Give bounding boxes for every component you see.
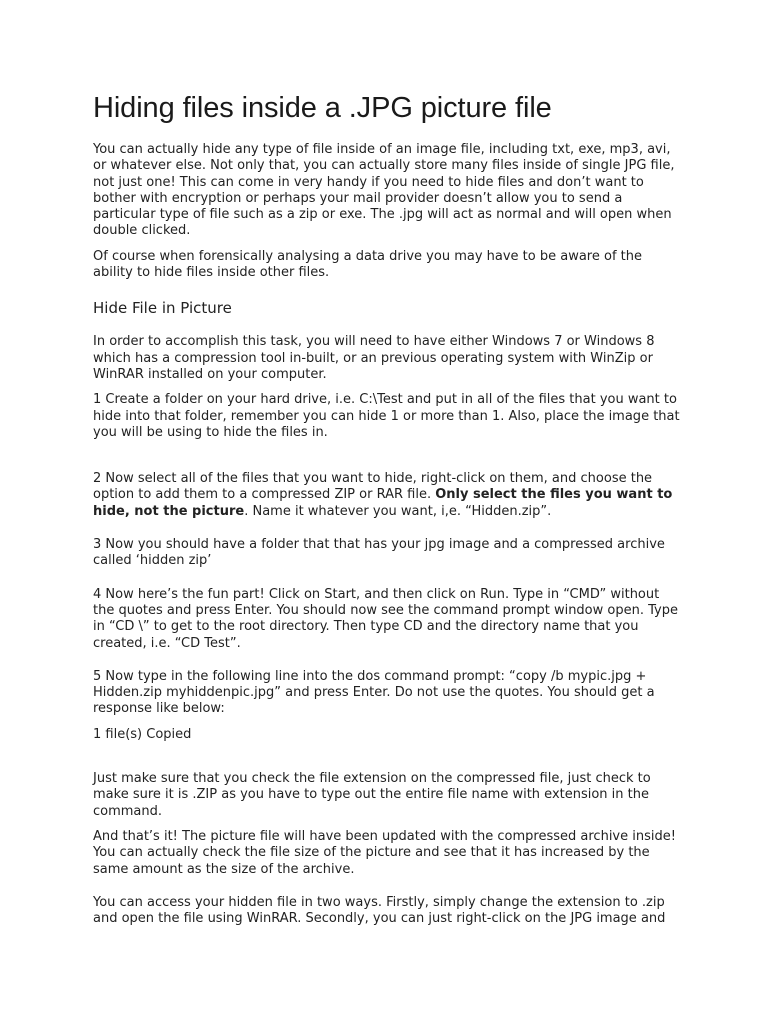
step-1-paragraph: 1 Create a folder on your hard drive, i.e. C:\Test and put in all of the files that you want to hide into that folder, remember you can hide 1 or more than 1. Also, place the image that you will be using to hide the files in. bbox=[93, 392, 680, 440]
step-4-paragraph: 4 Now here’s the fun part! Click on Start, and then click on Run. Type in “CMD” without the quotes and press Enter. You should now see the command prompt window open. Type in “CD \” to get to the root directory. Then type CD and the directory name that you created, i.e. “CD Test”. bbox=[93, 586, 678, 651]
step-2-text-b: . Name it whatever you want, i,e. “Hidden.zip”. bbox=[244, 503, 552, 519]
document-page bbox=[93, 88, 683, 936]
intro-paragraph-1: You can actually hide any type of file inside of an image file, including txt, exe, mp3, avi, or whatever else. Not only that, you can actually store many files inside of single JPG file, not just one! This can come in very handy if you need to hide files and don’t want to bother with encryption or perhaps your mail provider doesn’t allow you to send a particular type of file such as a zip or exe. The .jpg will act as normal and will open when double clicked. bbox=[93, 142, 675, 239]
section-heading: Hide File in Picture bbox=[93, 299, 232, 318]
step-2-bold-text: Only select the files you want to hide, not the picture bbox=[93, 487, 673, 519]
requirements-paragraph: In order to accomplish this task, you will need to have either Windows 7 or Windows 8 which has a compression tool in-built, or an previous operating system with WinZip or WinRAR installed on your computer. bbox=[93, 334, 655, 382]
intro-paragraph-2: Of course when forensically analysing a data drive you may have to be aware of the ability to hide files inside other files. bbox=[93, 248, 642, 281]
step-2-text-a: 2 Now select all of the files that you want to hide, right-click on them, and choose the option to add them to a compressed ZIP or RAR file. bbox=[93, 471, 653, 503]
command-response: 1 file(s) Copied bbox=[93, 726, 192, 742]
access-paragraph: You can access your hidden file in two ways. Firstly, simply change the extension to .zip and open the file using WinRAR. Secondly, you can just right-click on the JPG image and bbox=[93, 894, 666, 927]
step-5-paragraph: 5 Now type in the following line into the dos command prompt: “copy /b mypic.jpg + Hidden.zip myhiddenpic.jpg” and press Enter. Do not use the quotes. You should get a response like below: bbox=[93, 668, 655, 717]
extension-note-paragraph: Just make sure that you check the file extension on the compressed file, just check to make sure it is .ZIP as you have to type out the entire file name with extension in the command. bbox=[93, 771, 651, 819]
step-2-paragraph bbox=[93, 471, 683, 520]
conclusion-paragraph: And that’s it! The picture file will have been updated with the compressed archive inside! You can actually check the file size of the picture and see that it has increased by the same amount as the size of the archive. bbox=[93, 828, 676, 877]
page-title: Hiding files inside a .JPG picture file bbox=[93, 92, 552, 124]
step-3-paragraph: 3 Now you should have a folder that that has your jpg image and a compressed archive called ‘hidden zip’ bbox=[93, 537, 665, 569]
